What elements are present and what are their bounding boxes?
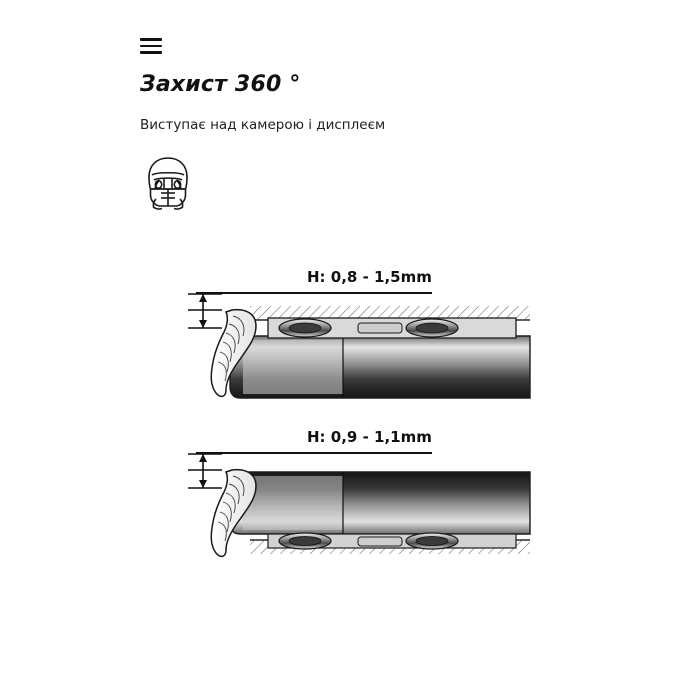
cross-section-illustrations <box>0 240 700 600</box>
figure-camera-bump <box>188 294 530 398</box>
menu-bar-1 <box>140 38 162 41</box>
hamburger-menu-icon[interactable] <box>140 38 162 58</box>
dimension-label-camera: H: 0,8 - 1,5mm <box>307 268 432 286</box>
menu-bar-2 <box>140 45 162 48</box>
figure-display-edge <box>188 454 530 556</box>
page-subtitle: Виступає над камерою і дисплеєм <box>140 117 386 133</box>
dimension-label-display: H: 0,9 - 1,1mm <box>307 428 432 446</box>
dimension-rule-display <box>196 452 432 454</box>
dimension-rule-camera <box>196 292 432 294</box>
stormtrooper-helmet-icon <box>140 155 196 213</box>
menu-bar-3 <box>140 51 162 54</box>
protection-diagram <box>0 240 700 600</box>
page-title: Захист 360 ° <box>140 72 301 97</box>
